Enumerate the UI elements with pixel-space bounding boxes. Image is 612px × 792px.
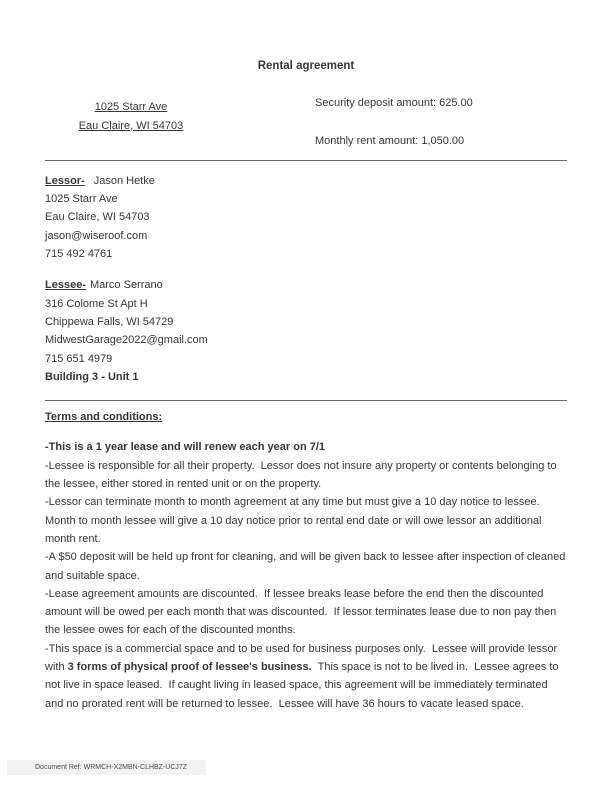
monthly-rent-line — [315, 132, 473, 150]
security-deposit-label: Security deposit amount: — [315, 97, 437, 110]
lessor-label: Lessor- — [45, 174, 85, 187]
lessee-label: Lessee- — [45, 279, 86, 292]
lessor-phone: 715 492 4761 — [45, 248, 113, 261]
lessee-block — [45, 276, 567, 386]
monthly-rent-label: Monthly rent amount: — [315, 134, 419, 147]
security-deposit-value: 625.00 — [439, 97, 473, 110]
term-item-6 — [45, 640, 567, 713]
header-row — [45, 94, 567, 150]
lessor-name: Jason Hetke — [93, 174, 155, 187]
term-item-3: -Lessor can terminate month to month agreement at any time but must give a 10 day notice to lessee. Month to month lessee will give a 10 day notice prior to rental end date or will owe lessor an additional month rent. — [45, 496, 546, 545]
lessee-unit: Building 3 - Unit 1 — [45, 370, 139, 383]
amounts-block — [315, 94, 473, 150]
property-address-line2: Eau Claire, WI 54703 — [78, 119, 184, 132]
lessee-address-line2: Chippewa Falls, WI 54729 — [45, 315, 174, 328]
page-title: Rental agreement — [257, 60, 355, 72]
lessor-address-line1: 1025 Starr Ave — [45, 193, 118, 206]
lessor-address-line2: Eau Claire, WI 54703 — [45, 211, 150, 224]
term-item-6-pre: -This space is a commercial space and to be used for business purposes only. Lessee will provide lessor with — [45, 642, 561, 674]
property-address-block — [45, 98, 217, 135]
lessee-name: Marco Serrano — [89, 279, 163, 292]
term-item-4: -A $50 deposit will be held up front for cleaning, and will be given back to lessee after inspection of cleaned and suitable space. — [45, 551, 569, 582]
lessee-phone: 715 651 4979 — [45, 352, 113, 365]
lessor-name-line — [45, 172, 567, 190]
term-item-5: -Lease agreement amounts are discounted. If lessee breaks lease before the end then the discounted amount will be owed per each month that was discounted. If lessor terminates lease due to non pay then the lessee owes for each of the discounted months. — [45, 587, 560, 637]
divider-terms — [45, 400, 567, 401]
document-ref-text: Document Ref: WRMCH-X2MBN-CLHBZ-UCJ7Z — [35, 764, 188, 771]
document-ref-strip — [7, 760, 206, 775]
terms-list — [45, 438, 567, 712]
security-deposit-line — [315, 94, 473, 112]
term-item-6-post: This space is not to be lived in. Lessee agrees to not live in space leased. If caught living in leased space, this agreement will be immediately terminated and no prorated rent will be returned to lessee. Lessee will have 36 hours to vacate leased space. — [45, 661, 562, 710]
lessee-name-line — [45, 276, 567, 294]
divider-top — [45, 160, 567, 161]
term-item-2: -Lessee is responsible for all their property. Lessor does not insure any property or contents belonging to the lessee, either stored in rented unit or on the property. — [45, 459, 560, 491]
property-address-line1: 1025 Starr Ave — [94, 101, 168, 114]
term-item-1: -This is a 1 year lease and will renew each year on 7/1 — [45, 441, 326, 454]
term-item-6-bold: 3 forms of physical proof of lessee's business. — [67, 661, 312, 674]
lessor-block — [45, 172, 567, 263]
terms-heading: Terms and conditions: — [45, 411, 163, 424]
monthly-rent-value: 1,050.00 — [421, 134, 465, 147]
lessee-address-line1: 316 Colome St Apt H — [45, 297, 148, 310]
lessee-email: MidwestGarage2022@gmail.com — [45, 334, 208, 347]
lessor-email: jason@wiseroof.com — [45, 229, 148, 242]
